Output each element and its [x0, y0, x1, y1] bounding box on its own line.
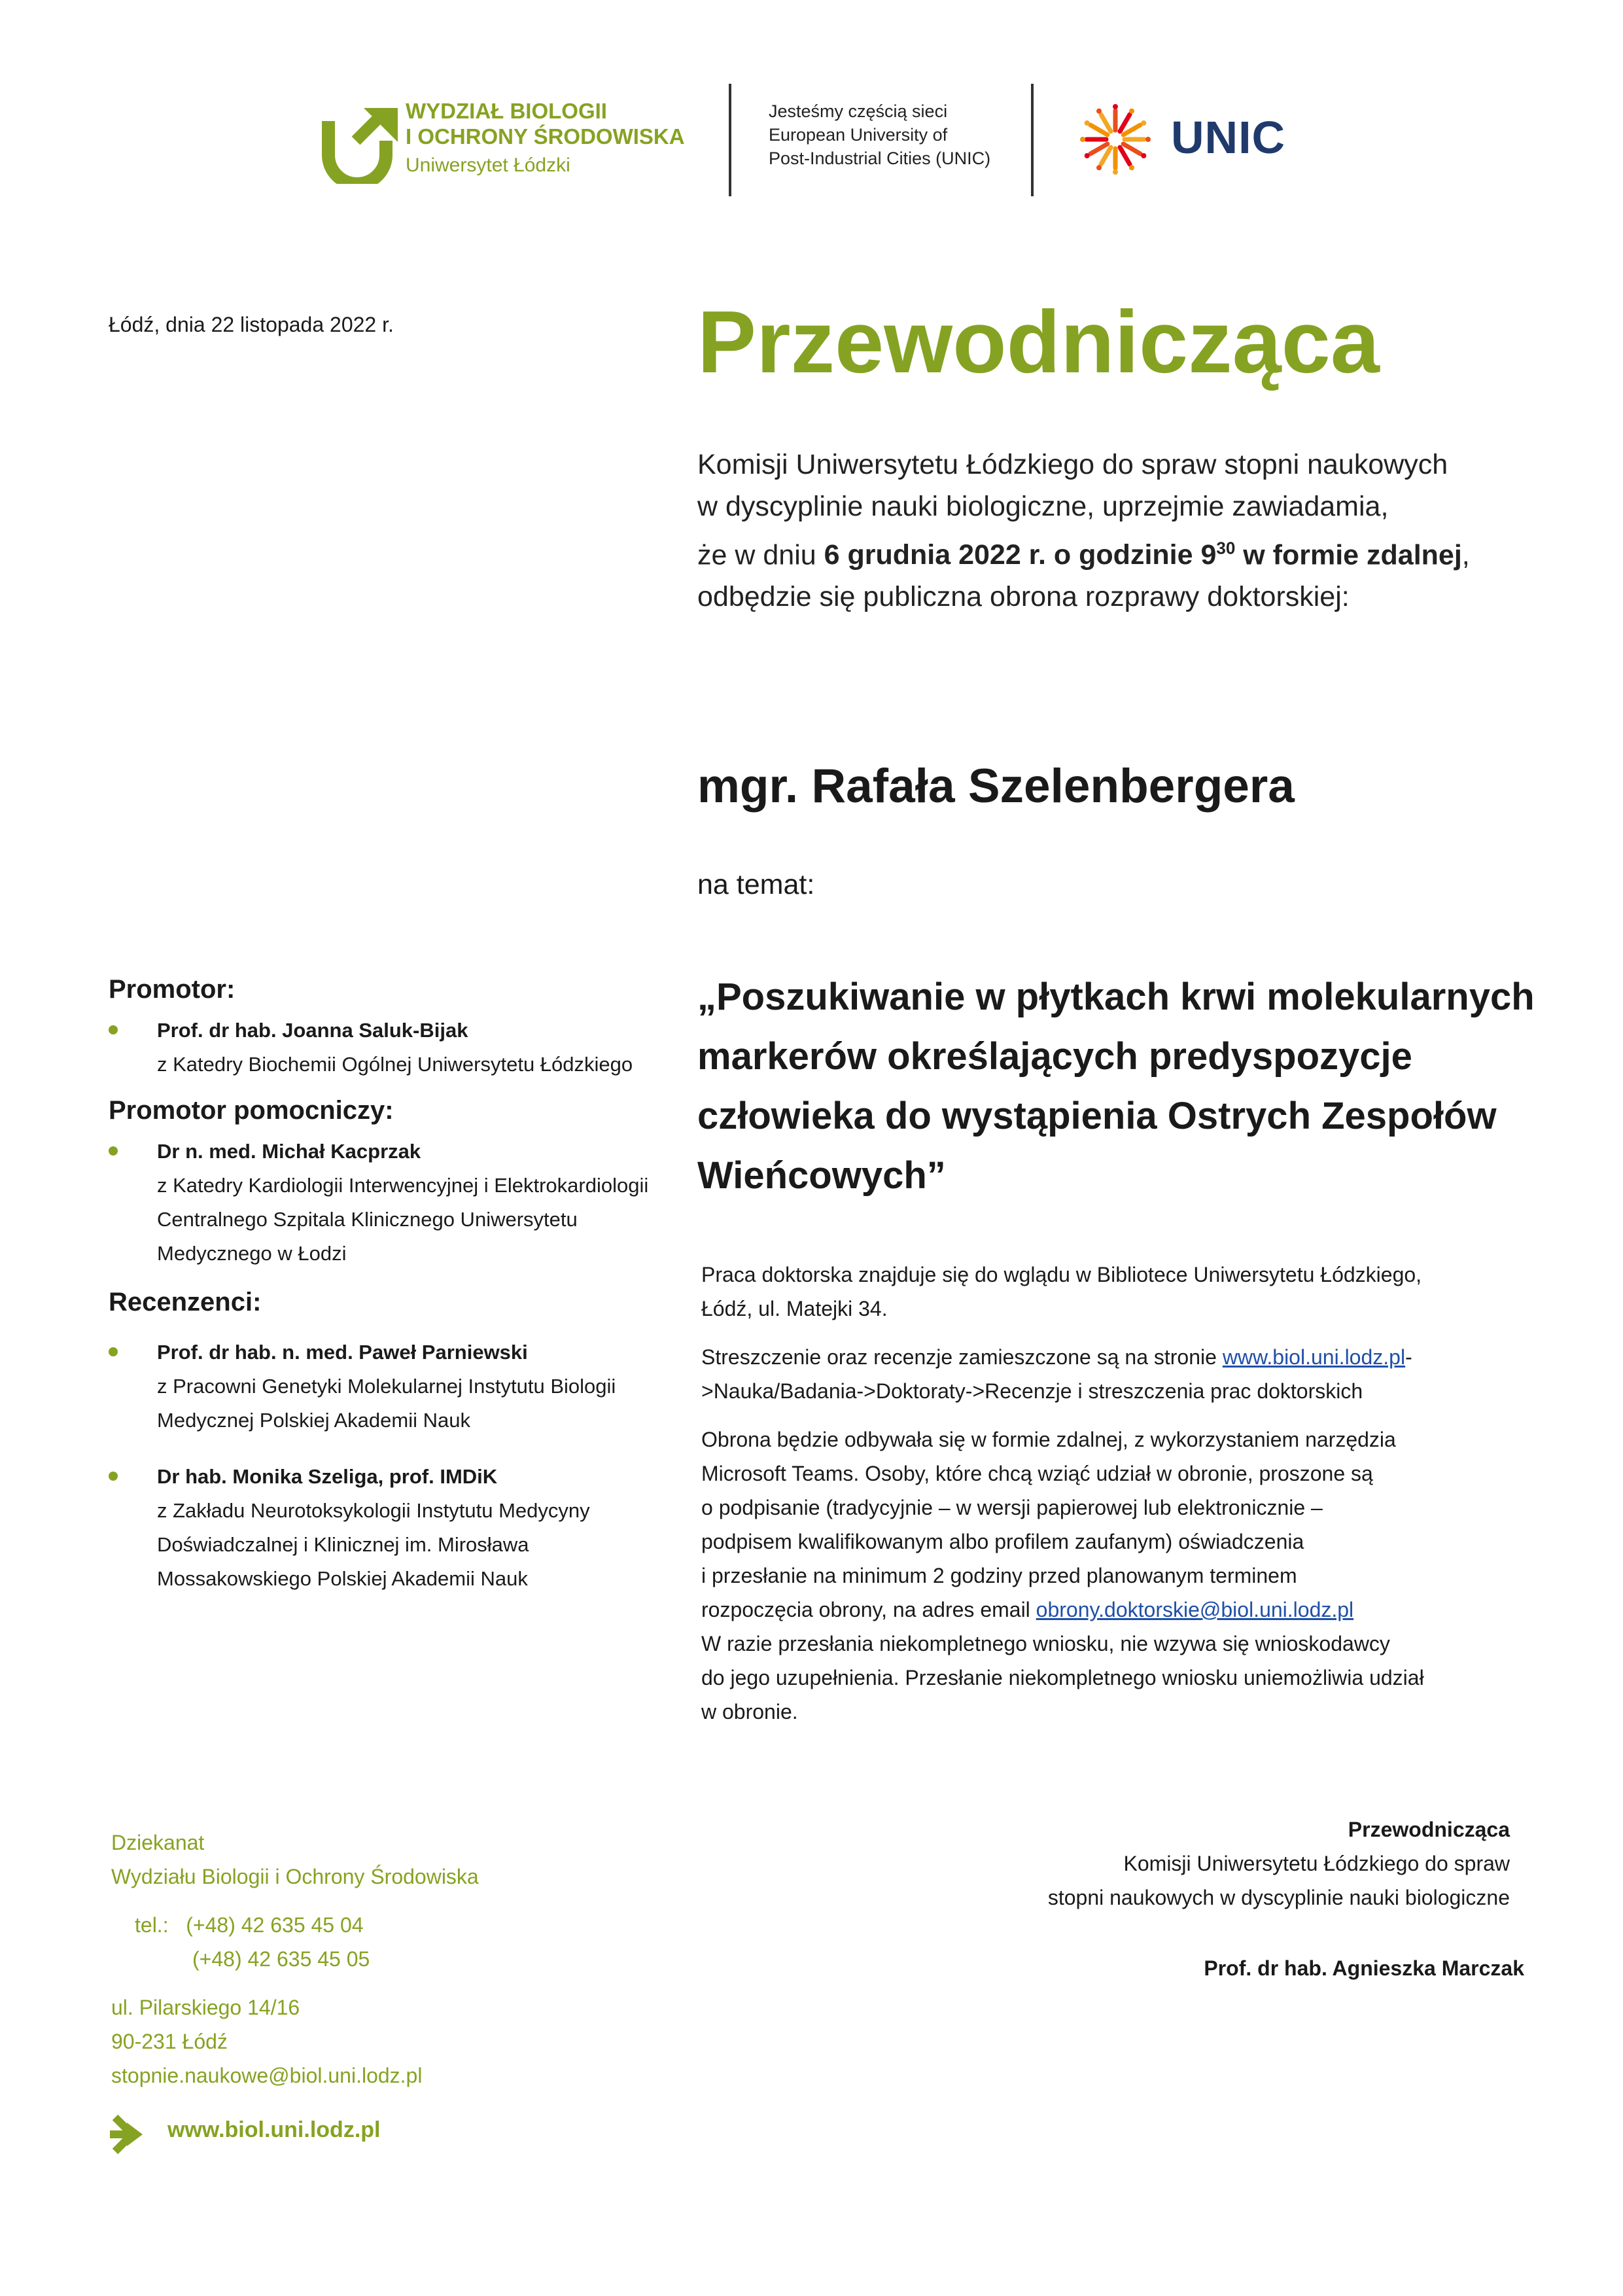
unic-ray [1123, 125, 1140, 135]
info-summaries: Streszczenie oraz recenzje zamieszczone są na stronie www.biol.uni.lodz.pl- >Nauka/Badania->Doktoraty->Recenzje i streszczenia prac doktorskich [701, 1345, 1412, 1403]
reviewers-heading: Recenzenci: [109, 1288, 262, 1316]
defense-datetime: 6 grudnia 2022 r. o godzinie $9^{30}$ [824, 539, 1236, 571]
deans-office-label: Dziekanat [111, 1831, 205, 1854]
arrow-right-icon [110, 2113, 145, 2155]
thesis-title-line: „Poszukiwanie w płytkach krwi molekularnych [697, 976, 1535, 1018]
defense-mode: w formie zdalnej [1235, 539, 1462, 571]
thesis-title-line: człowieka do wystąpienia Ostrych Zespołów [697, 1095, 1497, 1137]
promotor-heading: Promotor: [109, 975, 236, 1004]
aux-promotor-heading: Promotor pomocniczy: [109, 1096, 394, 1125]
person-affiliation: z Katedry Biochemii Ogólnej Uniwersytetu Łódzkiego [157, 1053, 633, 1076]
unic-wordmark: UNIC [1171, 112, 1286, 163]
unic-ray-dot [1080, 137, 1085, 142]
bullet-icon [109, 1025, 118, 1034]
intro-line4: odbędzie się publiczna obrona rozprawy doktorskiej: [697, 581, 1350, 613]
person-affiliation: Medycznej Polskiej Akademii Nauk [157, 1409, 470, 1432]
header-divider [729, 84, 731, 196]
contact-email: stopnie.naukowe@biol.uni.lodz.pl [111, 2064, 423, 2087]
person-affiliation: Mossakowskiego Polskiej Akademii Nauk [157, 1567, 528, 1590]
unic-ray [1091, 144, 1108, 154]
signature-block [909, 1812, 1510, 1915]
person-affiliation: z Zakładu Neurotoksykologii Instytutu Medycyny [157, 1499, 590, 1522]
promotor-entry [109, 1014, 697, 1082]
unic-ray-dot [1085, 153, 1090, 158]
signature-title: Przewodnicząca [1348, 1818, 1510, 1841]
unic-ray-dot [1113, 104, 1118, 109]
address-city: 90-231 Łódź [111, 2030, 228, 2053]
person-affiliation: z Pracowni Genetyki Molekularnej Instytutu Biologii [157, 1375, 616, 1398]
defense-info [701, 1258, 1545, 1743]
faculty-university: Uniwersytet Łódzki [406, 154, 570, 176]
aux-promotor-entry [109, 1135, 697, 1271]
unic-ray-dot [1141, 153, 1146, 158]
unic-ray [1120, 147, 1130, 164]
info-remote-defense: Obrona będzie odbywała się w formie zdalnej, z wykorzystaniem narzędzia Microsoft Teams. Osoby, które chcą wziąć udział w obronie, proszone są o podpisanie (tradycyjnie – w wersji papierowej lub elektronicznie – podpisem kwalifikowanym albo profilem zaufanym) oświadczenia i przesłanie na minimum 2 godziny przed planowanym terminem rozpoczęcia obrony, na adres email obrony.doktorskie@biol.uni.lodz.pl W razie przesłania niekompletnego wniosku, nie wzywa się wnioskodawcy do jego uzupełnienia. Przesłanie niekompletnego wniosku uniemożliwia udział w obronie. [701, 1428, 1424, 1723]
phone-label: tel.: [135, 1913, 169, 1937]
faculty-name-line1: WYDZIAŁ BIOLOGII [406, 99, 607, 123]
unic-ray [1101, 115, 1111, 132]
announcement-intro [697, 444, 1574, 618]
unic-ray [1101, 147, 1111, 164]
unic-network-text [769, 99, 990, 170]
candidate-name: mgr. Rafała Szelenbergera [697, 760, 1295, 813]
unic-text-line2: European University of [769, 125, 948, 145]
unic-ray-dot [1129, 109, 1134, 114]
phone-line [111, 1908, 479, 1942]
person-name: Dr hab. Monika Szeliga, prof. IMDiK [157, 1465, 498, 1488]
topic-label: na temat: [697, 869, 815, 900]
reviewer-entry [109, 1460, 697, 1596]
unic-logo-icon [1079, 103, 1151, 175]
defense-email-link[interactable]: obrony.doktorskie@biol.uni.lodz.pl [1036, 1598, 1354, 1621]
faculty-website-link[interactable]: www.biol.uni.lodz.pl [1222, 1345, 1406, 1369]
thesis-title [697, 967, 1600, 1205]
unic-ray-dot [1145, 137, 1151, 142]
person-name: Prof. dr hab. n. med. Paweł Parniewski [157, 1341, 528, 1364]
committee-list [109, 975, 697, 1596]
person-affiliation: Doświadczalnej i Klinicznej im. Mirosława [157, 1533, 529, 1556]
person-name: Dr n. med. Michał Kacprzak [157, 1140, 421, 1163]
document-date: Łódź, dnia 22 listopada 2022 r. [109, 313, 394, 336]
unic-ray-dot [1096, 165, 1102, 170]
unic-ray-dot [1085, 120, 1090, 126]
unic-ray [1091, 125, 1108, 135]
person-affiliation: z Katedry Kardiologii Interwencyjnej i Elektrokardiologii [157, 1174, 649, 1197]
bullet-icon [109, 1472, 118, 1481]
faculty-full-name: Wydziału Biologii i Ochrony Środowiska [111, 1865, 479, 1888]
signature-line: Komisji Uniwersytetu Łódzkiego do spraw [1123, 1852, 1510, 1875]
unic-ray [1123, 144, 1140, 154]
phone-number: (+48) 42 635 45 04 [186, 1913, 364, 1937]
unic-ray-dot [1141, 120, 1146, 126]
address-street: ul. Pilarskiego 14/16 [111, 1996, 300, 2019]
faculty-name [406, 98, 685, 149]
reviewer-entry [109, 1335, 697, 1438]
page-title: Przewodnicząca [697, 292, 1380, 391]
unic-ray-dot [1113, 169, 1118, 175]
person-affiliation: Centralnego Szpitala Klinicznego Uniwersytetu [157, 1208, 578, 1231]
unic-ray-dot [1129, 165, 1134, 170]
info-library: Praca doktorska znajduje się do wglądu w Bibliotece Uniwersytetu Łódzkiego, Łódź, ul. Matejki 34. [701, 1263, 1422, 1320]
intro-line1: Komisji Uniwersytetu Łódzkiego do spraw stopni naukowych [697, 449, 1448, 480]
person-name: Prof. dr hab. Joanna Saluk-Bijak [157, 1019, 468, 1042]
signer-name: Prof. dr hab. Agnieszka Marczak [1204, 1956, 1524, 1980]
unic-text-line3: Post-Industrial Cities (UNIC) [769, 149, 991, 168]
deans-office-contact [111, 1826, 479, 2093]
unic-ray [1120, 115, 1130, 132]
intro-line3: że w dniu 6 grudnia 2022 r. o godzinie $9^{30}$ w formie zdalnej, [697, 539, 1470, 571]
header-divider [1031, 84, 1034, 196]
unic-ray-dot [1096, 109, 1102, 114]
thesis-title-line: Wieńcowych” [697, 1154, 946, 1197]
phone-number: (+48) 42 635 45 05 [192, 1947, 370, 1971]
signature-line: stopni naukowych w dyscyplinie nauki biologiczne [1047, 1886, 1510, 1909]
unic-text-line1: Jesteśmy częścią sieci [769, 101, 948, 121]
person-affiliation: Medycznego w Łodzi [157, 1242, 347, 1265]
faculty-logo-icon [322, 101, 404, 184]
intro-line2: w dyscyplinie nauki biologiczne, uprzejmie zawiadamia, [697, 491, 1389, 522]
footer-website-link[interactable]: www.biol.uni.lodz.pl [167, 2117, 381, 2142]
bullet-icon [109, 1146, 118, 1156]
faculty-name-line2: I OCHRONY ŚRODOWISKA [406, 124, 685, 149]
thesis-title-line: markerów określających predyspozycje [697, 1035, 1412, 1078]
bullet-icon [109, 1347, 118, 1356]
